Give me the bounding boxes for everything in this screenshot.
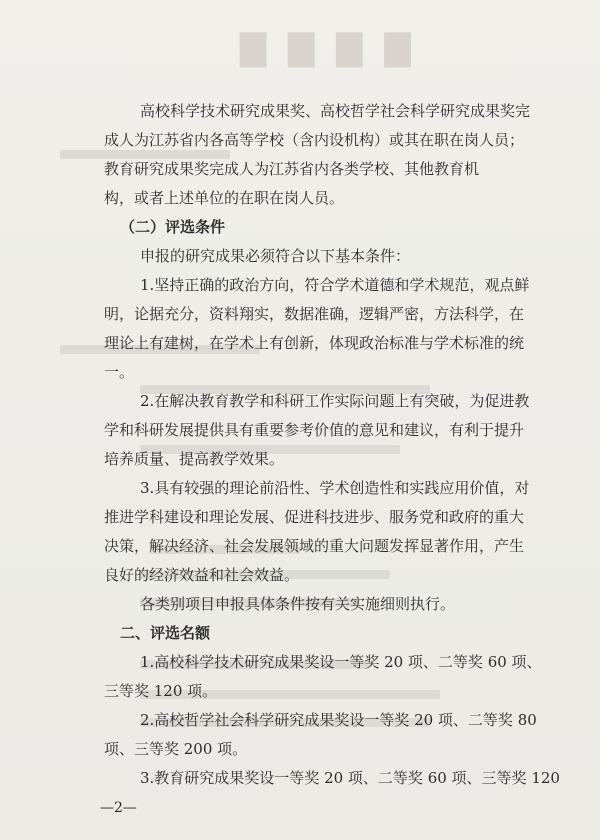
bleed-through-decoration: ▇▇▇▇ xyxy=(240,28,433,68)
page-number: —2— xyxy=(100,800,137,816)
paragraph-line: 3.教育研究成果奖设一等奖 20 项、二等奖 60 项、三等奖 120 xyxy=(140,769,560,787)
paragraph-line: 项、三等奖 200 项。 xyxy=(104,740,248,758)
paragraph-line: 2.高校哲学社会科学研究成果奖设一等奖 20 项、二等奖 80 xyxy=(140,711,537,729)
paragraph-line: 理论上有建树，在学术上有创新，体现政治标准与学术标准的统 xyxy=(104,334,525,352)
paragraph-line: 教育研究成果奖完成人为江苏省内各类学校、其他教育机 xyxy=(104,160,480,178)
paragraph-line: 决策，解决经济、社会发展领域的重大问题发挥显著作用，产生 xyxy=(104,537,525,555)
section-heading: （二）评选条件 xyxy=(120,218,226,236)
paragraph-line: 申报的研究成果必须符合以下基本条件： xyxy=(140,247,411,265)
paragraph-line: 培养质量、提高教学效果。 xyxy=(104,450,285,468)
paragraph-line: 成人为江苏省内各高等学校（含内设机构）或其在职在岗人员； xyxy=(104,131,525,149)
paragraph-line: 2.在解决教育教学和科研工作实际问题上有突破，为促进教 xyxy=(140,392,530,410)
paragraph-line: 3.具有较强的理论前沿性、学术创造性和实践应用价值，对 xyxy=(140,479,530,497)
paragraph-line: 推进学科建设和理论发展、促进科技进步、服务党和政府的重大 xyxy=(104,508,525,526)
paragraph-line: 高校科学技术研究成果奖、高校哲学社会科学研究成果奖完 xyxy=(140,102,531,120)
paragraph-line: 三等奖 120 项。 xyxy=(104,682,218,700)
paragraph-line: 各类别项目申报具体条件按有关实施细则执行。 xyxy=(140,595,456,613)
paragraph-line: 构，或者上述单位的在职在岗人员。 xyxy=(104,189,345,207)
paragraph-line: 一。 xyxy=(104,363,135,381)
paragraph-line: 1.高校科学技术研究成果奖设一等奖 20 项、二等奖 60 项、 xyxy=(140,653,542,671)
paragraph-line: 良好的经济效益和社会效益。 xyxy=(104,566,300,584)
paragraph-line: 1.坚持正确的政治方向，符合学术道德和学术规范，观点鲜 xyxy=(140,276,530,294)
section-heading: 二、评选名额 xyxy=(120,624,211,642)
paragraph-line: 明，论据充分，资料翔实，数据准确，逻辑严密，方法科学，在 xyxy=(104,305,525,323)
paragraph-line: 学和科研发展提供具有重要参考价值的意见和建议，有利于提升 xyxy=(104,421,525,439)
